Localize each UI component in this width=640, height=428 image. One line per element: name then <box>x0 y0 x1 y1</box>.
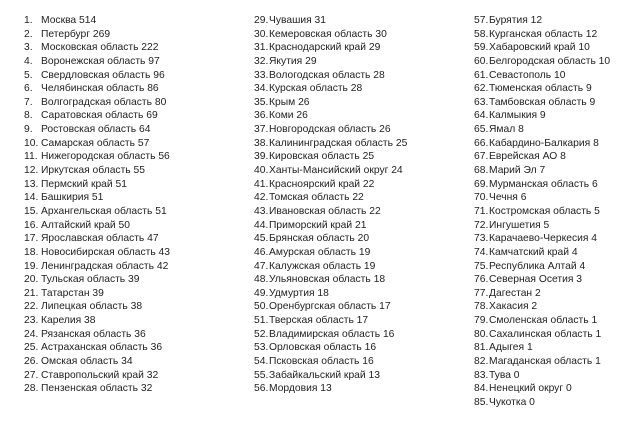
rank-number: 28. <box>24 383 39 395</box>
rank-number: 19. <box>24 260 39 272</box>
region-entry: Новгородская область 26 <box>269 124 391 136</box>
region-entry: Белгородская область 10 <box>489 55 611 67</box>
rank-number: 70. <box>474 192 489 204</box>
rank-number: 41. <box>254 178 269 190</box>
region-entry: Брянская область 20 <box>269 233 370 245</box>
region-entry: Архангельская область 51 <box>41 205 167 217</box>
list-item <box>474 382 610 396</box>
rank-number: 42. <box>254 192 269 204</box>
list-item <box>474 369 610 383</box>
list-item <box>254 369 407 383</box>
list-item <box>474 14 610 28</box>
rank-number: 12. <box>24 165 39 177</box>
list-item <box>254 314 407 328</box>
region-entry: Еврейская АО 8 <box>489 151 566 163</box>
list-item <box>24 260 170 274</box>
rank-number: 32. <box>254 55 269 67</box>
region-entry: Липецкая область 38 <box>41 301 143 313</box>
rank-number: 78. <box>474 301 489 313</box>
rank-number: 9. <box>24 124 33 136</box>
list-item <box>474 314 610 328</box>
list-item <box>24 14 170 28</box>
rank-number: 60. <box>474 55 489 67</box>
list-item <box>254 328 407 342</box>
rank-number: 65. <box>474 124 489 136</box>
region-entry: Татарстан 39 <box>41 287 104 299</box>
rank-number: 59. <box>474 42 489 54</box>
list-item <box>254 41 407 55</box>
rank-number: 45. <box>254 233 269 245</box>
list-item <box>254 164 407 178</box>
region-entry: Омская область 34 <box>41 356 133 368</box>
list-item <box>254 300 407 314</box>
list-item <box>24 300 170 314</box>
list-item <box>24 178 170 192</box>
rank-number: 84. <box>474 383 489 395</box>
list-item <box>474 69 610 83</box>
list-item <box>254 178 407 192</box>
rank-number: 72. <box>474 219 489 231</box>
region-entry: Ханты-Мансийский округ 24 <box>269 165 403 177</box>
rank-number: 5. <box>24 69 33 81</box>
rank-number: 6. <box>24 83 33 95</box>
list-item <box>254 382 407 396</box>
region-entry: Адыгея 1 <box>489 342 533 354</box>
rank-number: 77. <box>474 287 489 299</box>
list-item <box>24 355 170 369</box>
rank-number: 31. <box>254 42 269 54</box>
rank-number: 14. <box>24 192 39 204</box>
region-entry: Магаданская область 1 <box>489 356 601 368</box>
rank-number: 55. <box>254 369 269 381</box>
rank-number: 33. <box>254 69 269 81</box>
list-item <box>474 41 610 55</box>
rank-number: 3. <box>24 42 33 54</box>
rank-number: 11. <box>24 151 38 163</box>
region-entry: Чукотка 0 <box>489 396 535 408</box>
region-entry: Волгоградская область 80 <box>41 96 167 108</box>
region-entry: Ярославская область 47 <box>41 233 159 245</box>
list-item <box>24 314 170 328</box>
rank-number: 74. <box>474 246 489 258</box>
list-item <box>254 150 407 164</box>
list-item <box>254 28 407 42</box>
region-entry: Хакасия 2 <box>489 301 538 313</box>
rank-number: 66. <box>474 137 489 149</box>
list-item <box>474 28 610 42</box>
rank-number: 16. <box>24 219 39 231</box>
region-entry: Приморский край 21 <box>269 219 367 231</box>
list-item <box>474 123 610 137</box>
rank-number: 23. <box>24 315 39 327</box>
region-entry: Ульяновская область 18 <box>269 274 386 286</box>
list-item <box>254 273 407 287</box>
rank-number: 18. <box>24 246 39 258</box>
rank-number: 25. <box>24 342 39 354</box>
list-item <box>474 109 610 123</box>
rank-number: 47. <box>254 260 269 272</box>
region-entry: Ростовская область 64 <box>41 124 151 136</box>
rank-number: 26. <box>24 356 39 368</box>
rank-number: 44. <box>254 219 269 231</box>
list-item <box>474 260 610 274</box>
rank-number: 69. <box>474 178 489 190</box>
rank-number: 50. <box>254 301 269 313</box>
list-item <box>254 355 407 369</box>
region-entry: Смоленская область 1 <box>489 315 598 327</box>
region-entry: Тува 0 <box>489 369 520 381</box>
list-item <box>24 82 170 96</box>
region-entry: Алтайский край 50 <box>41 219 130 231</box>
region-entry: Ямал 8 <box>489 124 524 136</box>
list-item <box>474 191 610 205</box>
list-item <box>24 55 170 69</box>
list-item <box>24 287 170 301</box>
region-entry: Дагестан 2 <box>489 287 541 299</box>
region-entry: Пензенская область 32 <box>41 383 153 395</box>
list-item <box>24 109 170 123</box>
rank-number: 27. <box>24 369 39 381</box>
rank-number: 29. <box>254 15 269 26</box>
region-entry: Красноярский край 22 <box>269 178 375 190</box>
list-column-3 <box>474 14 610 410</box>
region-entry: Иркутская область 55 <box>41 165 145 177</box>
list-item <box>474 164 610 178</box>
region-entry: Калужская область 19 <box>269 260 376 272</box>
region-entry: Воронежская область 97 <box>41 55 160 67</box>
rank-number: 21. <box>24 287 39 299</box>
rank-number: 20. <box>24 274 39 286</box>
rank-number: 64. <box>474 110 489 122</box>
list-item <box>474 205 610 219</box>
region-entry: Краснодарский край 29 <box>269 42 381 54</box>
region-entry: Тульская область 39 <box>41 274 140 286</box>
rank-number: 81. <box>474 342 489 354</box>
region-entry: Хабаровский край 10 <box>489 42 590 54</box>
rank-number: 7. <box>24 96 33 108</box>
region-entry: Калининградская область 25 <box>269 137 408 149</box>
region-entry: Свердловская область 96 <box>41 69 165 81</box>
region-entry: Республика Алтай 4 <box>489 260 586 272</box>
list-item <box>24 69 170 83</box>
region-entry: Курганская область 12 <box>489 28 598 40</box>
region-entry: Карелия 38 <box>41 315 96 327</box>
list-item <box>474 273 610 287</box>
region-entry: Костромская область 5 <box>489 205 600 217</box>
list-item <box>474 178 610 192</box>
region-entry: Марий Эл 7 <box>489 165 546 177</box>
region-entry: Саратовская область 69 <box>41 110 158 122</box>
list-column-2 <box>254 14 407 396</box>
rank-number: 52. <box>254 328 269 340</box>
region-entry: Тюменская область 9 <box>489 83 592 95</box>
region-entry: Камчатский край 4 <box>489 246 578 258</box>
rank-number: 54. <box>254 356 269 368</box>
rank-number: 30. <box>254 28 269 40</box>
region-entry: Тверская область 17 <box>269 315 369 327</box>
rank-number: 62. <box>474 83 489 95</box>
rank-number: 17. <box>24 233 39 245</box>
region-entry: Нижегородская область 56 <box>41 151 170 163</box>
region-entry: Ленинградская область 42 <box>41 260 169 272</box>
list-item <box>474 232 610 246</box>
list-item <box>24 150 170 164</box>
list-item <box>24 219 170 233</box>
rank-number: 61. <box>474 69 489 81</box>
list-item <box>254 109 407 123</box>
region-entry: Коми 26 <box>269 110 308 122</box>
list-item <box>254 246 407 260</box>
list-item <box>254 341 407 355</box>
rank-number: 46. <box>254 246 269 258</box>
rank-number: 58. <box>474 28 489 40</box>
list-item <box>254 69 407 83</box>
region-entry: Карачаево-Черкесия 4 <box>489 233 598 245</box>
list-item <box>254 219 407 233</box>
region-entry: Вологодская область 28 <box>269 69 385 81</box>
list-item <box>254 14 407 28</box>
list-item <box>474 246 610 260</box>
region-entry: Чечня 6 <box>489 192 527 204</box>
list-item <box>254 123 407 137</box>
list-item <box>24 164 170 178</box>
rank-number: 37. <box>254 124 269 136</box>
list-item <box>254 96 407 110</box>
region-entry: Москва 514 <box>41 15 97 26</box>
list-item <box>24 123 170 137</box>
region-entry: Рязанская область 36 <box>41 328 146 340</box>
region-entry: Челябинская область 86 <box>41 83 159 95</box>
rank-number: 40. <box>254 165 269 177</box>
region-entry: Владимирская область 16 <box>269 328 395 340</box>
region-entry: Кировская область 25 <box>269 151 375 163</box>
region-entry: Курская область 28 <box>269 83 363 95</box>
rank-number: 57. <box>474 15 489 26</box>
list-item <box>254 287 407 301</box>
rank-number: 83. <box>474 369 489 381</box>
list-item <box>24 382 170 396</box>
list-item <box>474 300 610 314</box>
list-item <box>24 28 170 42</box>
region-entry: Пермский край 51 <box>41 178 127 190</box>
region-entry: Кабардино-Балкария 8 <box>489 137 599 149</box>
list-item <box>24 191 170 205</box>
list-column-1 <box>24 14 170 396</box>
region-entry: Тамбовская область 9 <box>489 96 596 108</box>
rank-number: 15. <box>24 205 39 217</box>
list-item <box>474 396 610 410</box>
rank-number: 24. <box>24 328 39 340</box>
region-entry: Оренбургская область 17 <box>269 301 391 313</box>
region-entry: Ивановская область 22 <box>269 205 381 217</box>
list-item <box>254 82 407 96</box>
rank-number: 63. <box>474 96 489 108</box>
rank-number: 43. <box>254 205 269 217</box>
list-item <box>474 328 610 342</box>
region-entry: Башкирия 51 <box>41 192 104 204</box>
list-item <box>24 205 170 219</box>
list-item <box>474 82 610 96</box>
list-item <box>24 369 170 383</box>
region-entry: Чувашия 31 <box>269 15 326 26</box>
region-entry: Ставропольский край 32 <box>41 369 159 381</box>
rank-number: 76. <box>474 274 489 286</box>
list-item <box>254 137 407 151</box>
region-entry: Севастополь 10 <box>489 69 566 81</box>
region-entry: Якутия 29 <box>269 55 317 67</box>
rank-number: 10. <box>24 137 39 149</box>
list-item <box>474 150 610 164</box>
rank-number: 67. <box>474 151 489 163</box>
rank-number: 39. <box>254 151 269 163</box>
list-item <box>474 55 610 69</box>
region-entry: Сахалинская область 1 <box>489 328 602 340</box>
list-item <box>254 260 407 274</box>
region-entry: Амурская область 19 <box>269 246 371 258</box>
region-entry: Ненецкий округ 0 <box>489 383 572 395</box>
rank-number: 71. <box>474 205 489 217</box>
list-item <box>474 341 610 355</box>
rank-number: 2. <box>24 28 33 40</box>
rank-number: 34. <box>254 83 269 95</box>
region-entry: Кемеровская область 30 <box>269 28 387 40</box>
list-item <box>24 96 170 110</box>
list-item <box>24 341 170 355</box>
list-item <box>24 232 170 246</box>
rank-number: 79. <box>474 315 489 327</box>
rank-number: 73. <box>474 233 489 245</box>
list-item <box>254 205 407 219</box>
list-item <box>254 232 407 246</box>
rank-number: 80. <box>474 328 489 340</box>
region-entry: Томская область 22 <box>269 192 364 204</box>
region-entry: Мурманская область 6 <box>489 178 598 190</box>
rank-number: 4. <box>24 55 33 67</box>
region-entry: Астраханская область 36 <box>41 342 163 354</box>
region-entry: Петербург 269 <box>41 28 111 40</box>
list-item <box>24 137 170 151</box>
list-item <box>254 55 407 69</box>
list-item <box>254 191 407 205</box>
rank-number: 8. <box>24 110 33 122</box>
list-item <box>474 287 610 301</box>
list-item <box>24 41 170 55</box>
rank-number: 68. <box>474 165 489 177</box>
list-item <box>474 219 610 233</box>
rank-number: 48. <box>254 274 269 286</box>
region-entry: Ингушетия 5 <box>489 219 550 231</box>
rank-number: 53. <box>254 342 269 354</box>
list-item <box>24 328 170 342</box>
region-entry: Самарская область 57 <box>41 137 150 149</box>
region-entry: Новосибирская область 43 <box>41 246 171 258</box>
list-item <box>474 96 610 110</box>
list-item <box>474 137 610 151</box>
rank-number: 85. <box>474 396 489 408</box>
rank-number: 1. <box>24 15 33 26</box>
region-entry: Орловская область 16 <box>269 342 377 354</box>
list-item <box>24 246 170 260</box>
region-entry: Северная Осетия 3 <box>489 274 582 286</box>
region-entry: Крым 26 <box>269 96 310 108</box>
rank-number: 82. <box>474 356 489 368</box>
region-entry: Забайкальский край 13 <box>269 369 380 381</box>
rank-number: 75. <box>474 260 489 272</box>
region-entry: Московская область 222 <box>41 42 159 54</box>
rank-number: 22. <box>24 301 39 313</box>
list-item <box>24 273 170 287</box>
region-entry: Мордовия 13 <box>269 383 332 395</box>
rank-number: 35. <box>254 96 269 108</box>
rank-number: 36. <box>254 110 269 122</box>
rank-number: 38. <box>254 137 269 149</box>
region-entry: Псковская область 16 <box>269 356 374 368</box>
rank-number: 13. <box>24 178 39 190</box>
region-entry: Бурятия 12 <box>489 15 543 26</box>
region-entry: Удмуртия 18 <box>269 287 329 299</box>
region-entry: Калмыкия 9 <box>489 110 546 122</box>
rank-number: 49. <box>254 287 269 299</box>
rank-number: 51. <box>254 315 269 327</box>
list-item <box>474 355 610 369</box>
rank-number: 56. <box>254 383 269 395</box>
